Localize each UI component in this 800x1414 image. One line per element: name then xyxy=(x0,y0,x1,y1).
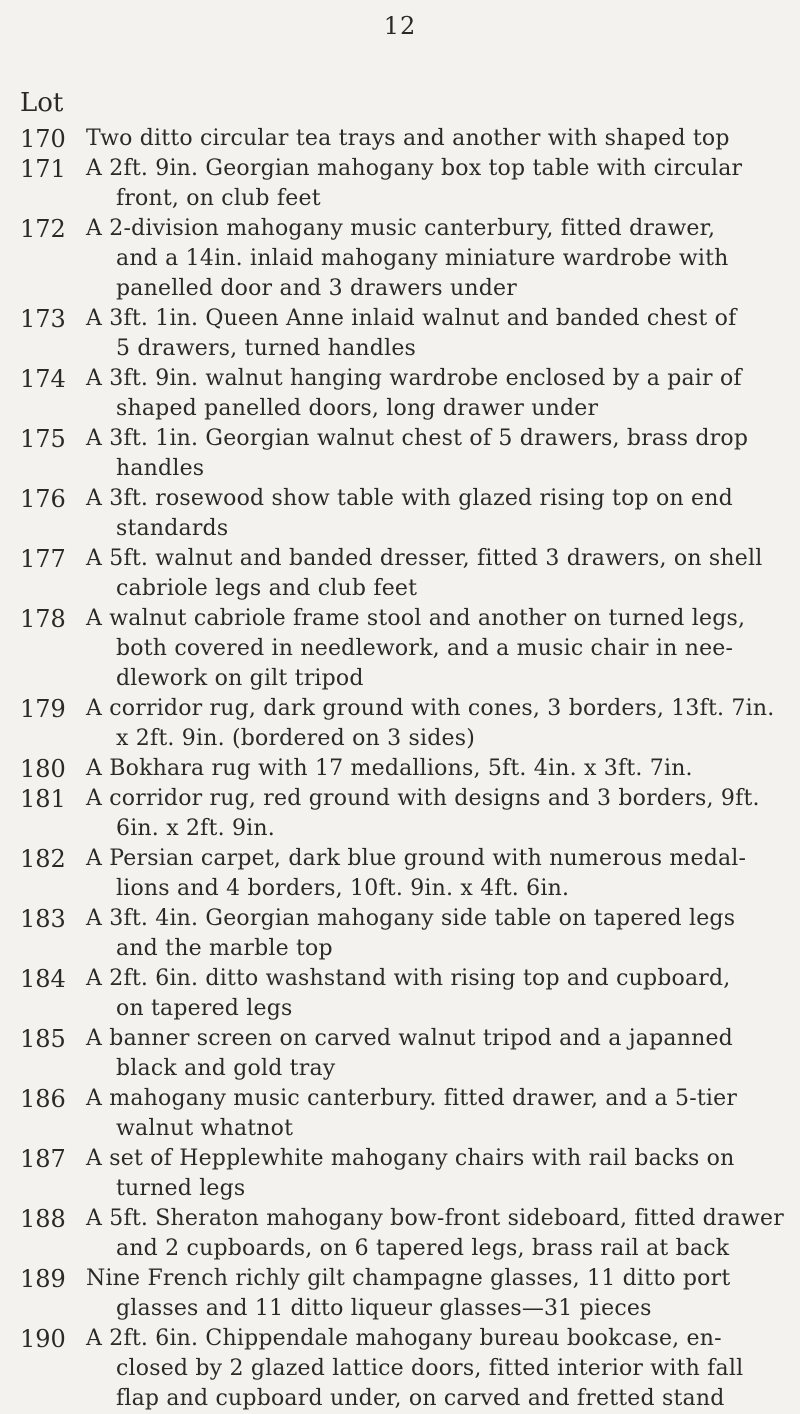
description-line: A 3ft. 1in. Georgian walnut chest of 5 drawers, brass drop xyxy=(86,426,749,451)
description-line: walnut whatnot xyxy=(116,1116,294,1141)
lot-description xyxy=(86,544,790,604)
lot-entry xyxy=(20,214,790,304)
description-line: 6in. x 2ft. 9in. xyxy=(116,816,275,841)
lot-entry xyxy=(20,1204,790,1264)
description-line: handles xyxy=(116,456,205,481)
description-line: lions and 4 borders, 10ft. 9in. x 4ft. 6in. xyxy=(116,876,570,901)
description-line: A banner screen on carved walnut tripod and a japanned xyxy=(86,1026,733,1051)
description-line: A 2ft. 6in. ditto washstand with rising top and cupboard, xyxy=(86,966,731,991)
lot-description xyxy=(86,154,790,214)
lot-entry xyxy=(20,844,790,904)
lot-entry xyxy=(20,694,790,754)
lot-entry xyxy=(20,964,790,1024)
lot-description xyxy=(86,124,790,154)
description-line: A 3ft. 1in. Queen Anne inlaid walnut and banded chest of xyxy=(86,306,737,331)
lot-description xyxy=(86,1084,790,1144)
lot-entry xyxy=(20,1324,790,1414)
lot-description xyxy=(86,604,790,694)
description-line: A 5ft. walnut and banded dresser, fitted 3 drawers, on shell xyxy=(86,546,763,571)
description-line: A corridor rug, dark ground with cones, 3 borders, 13ft. 7in. xyxy=(86,696,775,721)
lot-entry xyxy=(20,544,790,604)
lot-description xyxy=(86,1144,790,1204)
description-line: A Persian carpet, dark blue ground with numerous medal- xyxy=(86,846,747,871)
lot-description xyxy=(86,904,790,964)
lot-description xyxy=(86,754,790,784)
lot-entry xyxy=(20,754,790,784)
lot-list xyxy=(20,124,790,1414)
description-line: A set of Hepplewhite mahogany chairs with rail backs on xyxy=(86,1146,735,1171)
description-line: A mahogany music canterbury. fitted drawer, and a 5-tier xyxy=(86,1086,738,1111)
lot-number: 187 xyxy=(20,1145,66,1173)
lot-number: 177 xyxy=(20,545,66,573)
description-line: A 3ft. 9in. walnut hanging wardrobe enclosed by a pair of xyxy=(86,366,742,391)
description-line: black and gold tray xyxy=(116,1056,336,1081)
lot-number: 181 xyxy=(20,785,66,813)
lot-number: 190 xyxy=(20,1325,66,1353)
lot-number: 178 xyxy=(20,605,66,633)
lot-entry xyxy=(20,1144,790,1204)
lot-entry xyxy=(20,904,790,964)
lot-entry xyxy=(20,424,790,484)
description-line: on tapered legs xyxy=(116,996,293,1021)
lot-number: 171 xyxy=(20,155,66,183)
lot-entry xyxy=(20,604,790,694)
lot-entry xyxy=(20,1024,790,1084)
description-line: A 2ft. 9in. Georgian mahogany box top table with circular xyxy=(86,156,743,181)
description-line: glasses and 11 ditto liqueur glasses—31 pieces xyxy=(116,1296,652,1321)
lot-number: 184 xyxy=(20,965,66,993)
description-line: closed by 2 glazed lattice doors, fitted interior with fall xyxy=(116,1356,744,1381)
lot-entry xyxy=(20,364,790,424)
description-line: A 2-division mahogany music canterbury, fitted drawer, xyxy=(86,216,716,241)
lot-number: 179 xyxy=(20,695,66,723)
lot-number: 174 xyxy=(20,365,66,393)
lot-description xyxy=(86,844,790,904)
description-line: and the marble top xyxy=(116,936,333,961)
lot-description xyxy=(86,424,790,484)
lot-column-heading: Lot xyxy=(20,88,64,118)
description-line: both covered in needlework, and a music chair in nee- xyxy=(116,636,734,661)
description-line: A 2ft. 6in. Chippendale mahogany bureau bookcase, en- xyxy=(86,1326,722,1351)
lot-description xyxy=(86,694,790,754)
description-line: A walnut cabriole frame stool and another on turned legs, xyxy=(86,606,746,631)
description-line: shaped panelled doors, long drawer under xyxy=(116,396,599,421)
lot-entry xyxy=(20,154,790,214)
lot-entry xyxy=(20,1084,790,1144)
lot-description xyxy=(86,1024,790,1084)
description-line: and a 14in. inlaid mahogany miniature wardrobe with xyxy=(116,246,729,271)
lot-description xyxy=(86,304,790,364)
lot-entry xyxy=(20,124,790,154)
lot-entry xyxy=(20,304,790,364)
description-line: and 2 cupboards, on 6 tapered legs, brass rail at back xyxy=(116,1236,730,1261)
lot-description xyxy=(86,1204,790,1264)
description-line: cabriole legs and club feet xyxy=(116,576,418,601)
description-line: x 2ft. 9in. (bordered on 3 sides) xyxy=(116,726,475,751)
page-number: 12 xyxy=(383,12,417,40)
description-line: turned legs xyxy=(116,1176,246,1201)
description-line: A 5ft. Sheraton mahogany bow-front sideboard, fitted drawer xyxy=(86,1206,784,1231)
lot-description xyxy=(86,964,790,1024)
lot-number: 186 xyxy=(20,1085,66,1113)
description-line: 5 drawers, turned handles xyxy=(116,336,417,361)
lot-number: 189 xyxy=(20,1265,66,1293)
lot-description xyxy=(86,1324,790,1414)
description-line: front, on club feet xyxy=(116,186,321,211)
lot-number: 170 xyxy=(20,125,66,153)
lot-number: 185 xyxy=(20,1025,66,1053)
description-line: panelled door and 3 drawers under xyxy=(116,276,517,301)
description-line: standards xyxy=(116,516,229,541)
lot-number: 175 xyxy=(20,425,66,453)
lot-number: 182 xyxy=(20,845,66,873)
description-line: A corridor rug, red ground with designs and 3 borders, 9ft. xyxy=(86,786,760,811)
lot-number: 188 xyxy=(20,1205,66,1233)
description-line: dlework on gilt tripod xyxy=(116,666,364,691)
lot-entry xyxy=(20,484,790,544)
lot-number: 180 xyxy=(20,755,66,783)
lot-description xyxy=(86,784,790,844)
lot-number: 176 xyxy=(20,485,66,513)
lot-number: 183 xyxy=(20,905,66,933)
lot-entry xyxy=(20,784,790,844)
description-line: Two ditto circular tea trays and another with shaped top xyxy=(86,126,730,151)
lot-description xyxy=(86,364,790,424)
lot-entry xyxy=(20,1264,790,1324)
description-line: A Bokhara rug with 17 medallions, 5ft. 4in. x 3ft. 7in. xyxy=(86,756,693,781)
lot-description xyxy=(86,214,790,304)
description-line: A 3ft. 4in. Georgian mahogany side table on tapered legs xyxy=(86,906,736,931)
description-line: Nine French richly gilt champagne glasses, 11 ditto port xyxy=(86,1266,731,1291)
lot-number: 172 xyxy=(20,215,66,243)
lot-description xyxy=(86,1264,790,1324)
lot-description xyxy=(86,484,790,544)
lot-number: 173 xyxy=(20,305,66,333)
description-line: A 3ft. rosewood show table with glazed rising top on end xyxy=(86,486,733,511)
description-line: flap and cupboard under, on carved and fretted stand xyxy=(116,1386,725,1411)
